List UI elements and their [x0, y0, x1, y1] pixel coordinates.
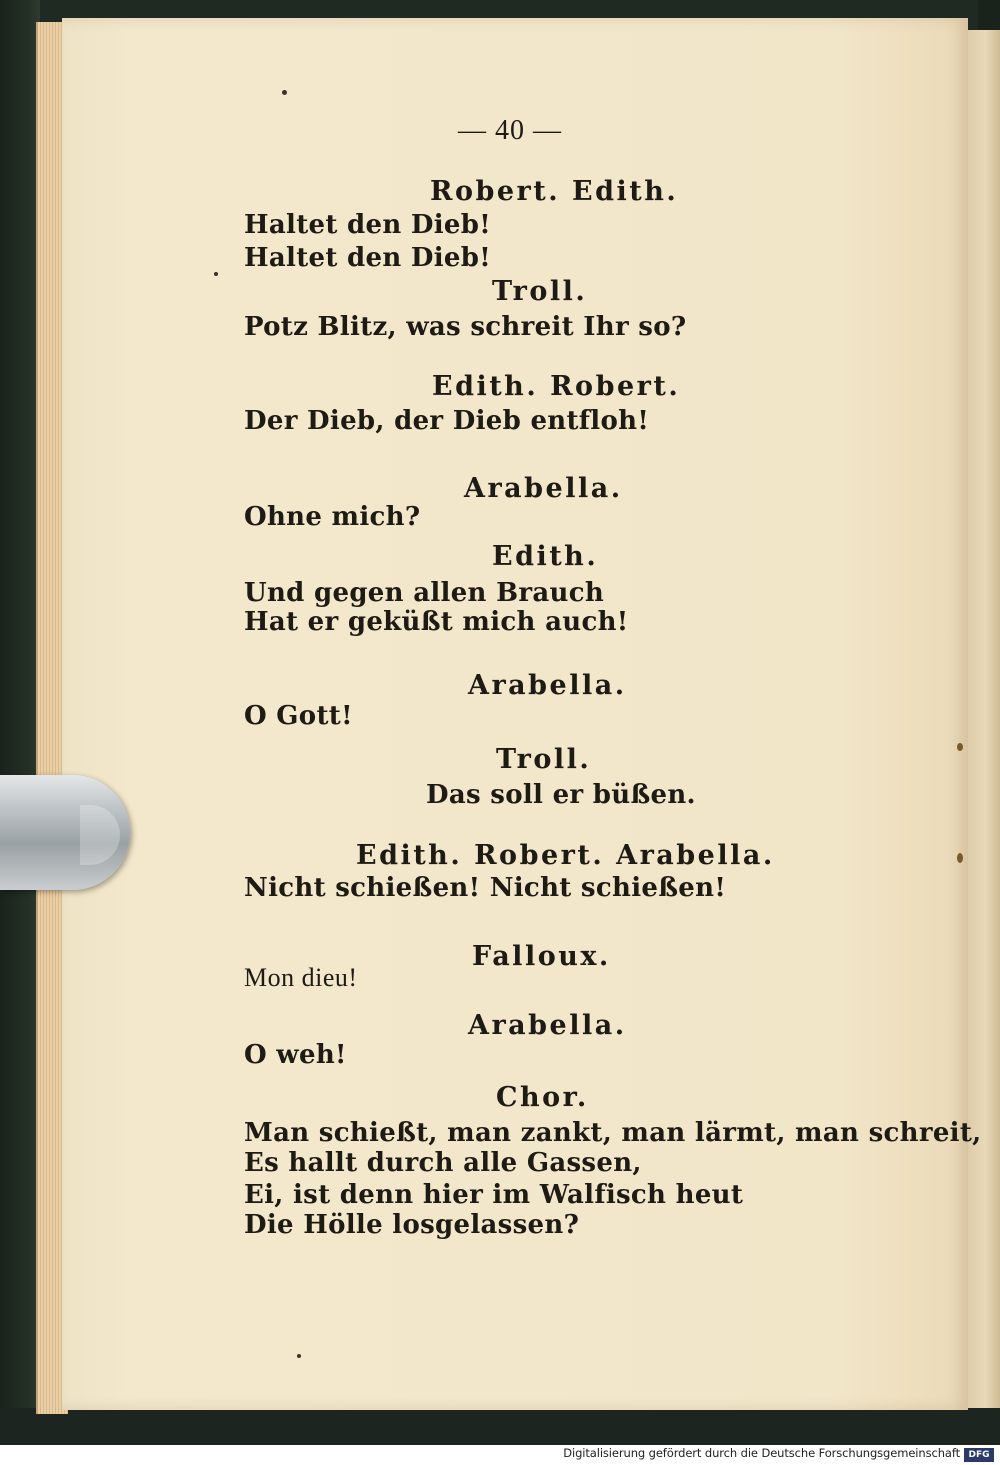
speck	[282, 90, 287, 95]
speaker-heading: Edith.	[492, 541, 599, 572]
speaker-heading: Chor.	[496, 1082, 589, 1113]
verse-line: O weh!	[244, 1040, 347, 1070]
speaker-heading: Robert. Edith.	[430, 176, 679, 207]
speaker-heading: Fallouх.	[472, 941, 611, 972]
dfg-logo: DFG	[964, 1448, 994, 1462]
show-through-mark	[810, 226, 830, 246]
verse-line: Mon dieu!	[244, 963, 358, 992]
scan-background-bottom	[0, 1408, 1000, 1445]
speck	[214, 272, 218, 276]
verse-line: O Gott!	[244, 701, 353, 731]
verse-line: Nicht schießen! Nicht schießen!	[244, 873, 727, 903]
verse-line: Das soll er büßen.	[426, 780, 696, 810]
verse-line: Es hallt durch alle Gassen,	[244, 1148, 642, 1178]
verse-line: Ei, ist denn hier im Walfisch heut	[244, 1180, 744, 1210]
speaker-heading: Troll.	[496, 744, 592, 775]
verse-line: Haltet den Dieb!	[244, 210, 491, 240]
verse-line: Und gegen allen Brauch	[244, 578, 605, 608]
speaker-heading: Arabella.	[464, 473, 623, 504]
page-number: — 40 —	[458, 115, 562, 146]
speck	[297, 1354, 301, 1358]
verse-line: Potz Blitz, was schreit Ihr so?	[244, 312, 687, 342]
scan-background-corner	[978, 0, 1000, 30]
speaker-heading: Edith. Robert.	[432, 371, 681, 402]
verse-line: Haltet den Dieb!	[244, 243, 491, 273]
verse-line: Hat er geküßt mich auch!	[244, 607, 629, 637]
speaker-heading: Arabella.	[468, 670, 627, 701]
verse-line: Der Dieb, der Dieb entfloh!	[244, 406, 650, 436]
speaker-heading: Arabella.	[468, 1010, 627, 1041]
speck	[957, 853, 963, 863]
speck	[957, 743, 963, 751]
verse-line: Man schießt, man zankt, man lärmt, man schreit,	[244, 1118, 982, 1148]
speaker-heading: Troll.	[492, 276, 588, 307]
verse-line: Die Hölle losgelassen?	[244, 1210, 580, 1240]
verse-line: Ohne mich?	[244, 502, 421, 532]
speaker-heading: Edith. Robert. Arabella.	[356, 840, 775, 871]
digitization-credit: Digitalisierung gefördert durch die Deutsche Forschungsgemeinschaft	[563, 1446, 960, 1460]
book-spine-shadow	[0, 0, 40, 1445]
